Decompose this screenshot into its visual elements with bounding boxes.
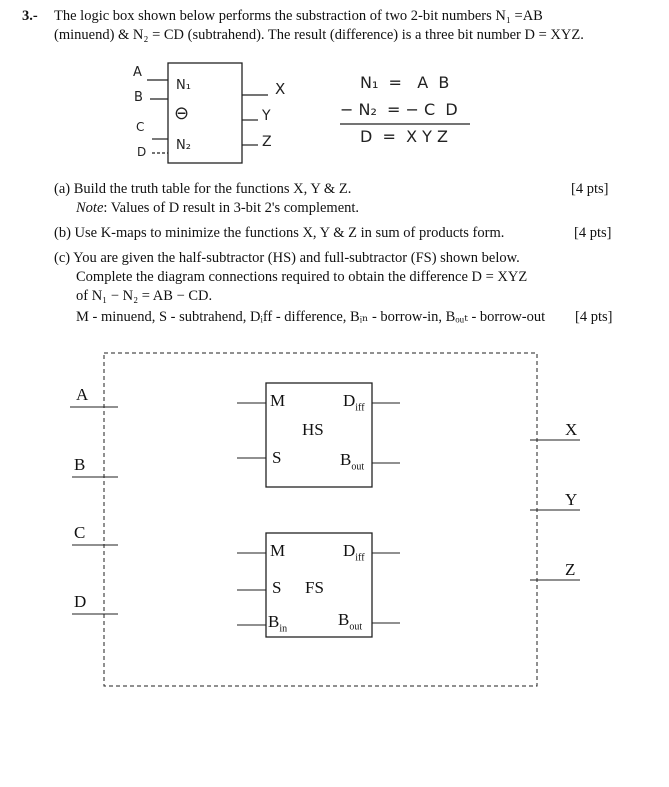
hs-name: HS — [302, 420, 324, 439]
hs-bout-sub: out — [351, 461, 365, 473]
fs-diff-sub: iff — [355, 552, 365, 564]
sketch-output-z: Z — [262, 134, 272, 150]
input-label-c: C — [74, 523, 86, 542]
hs-diff-main: D — [343, 391, 356, 410]
sketch-box-n2: N₂ — [176, 138, 191, 153]
fs-s-label: S — [272, 578, 282, 597]
part-c-line-2: Complete the diagram connections required to obtain the difference D = XYZ — [76, 269, 528, 285]
sketch-input-a: A — [133, 65, 142, 80]
hs-s-label: S — [272, 448, 282, 467]
intro-line-2: (minuend) & N₂ = CD (subtrahend). The result (difference) is a three bit number D = XYZ. — [54, 27, 584, 43]
problem-number: 3.- — [22, 8, 38, 24]
sketch-box-minus-symbol: ⊖ — [174, 103, 190, 124]
part-a-points: [4 pts] — [571, 181, 609, 197]
part-c-points: [4 pts] — [575, 309, 613, 325]
hs-diff-label — [343, 391, 365, 413]
fs-diff-main: D — [343, 541, 356, 560]
note-label: Note — [76, 200, 104, 216]
output-label-z: Z — [565, 560, 576, 579]
part-a-text: (a) Build the truth table for the functions X, Y & Z. — [54, 181, 352, 197]
fs-bin-sub: in — [279, 623, 288, 635]
part-c-line-3: of N₁ − N₂ = AB − CD. — [76, 288, 213, 304]
fs-bout-main: B — [338, 610, 350, 629]
fs-bout-label — [338, 610, 362, 632]
output-label-x: X — [565, 420, 578, 439]
fs-bin-main: B — [268, 612, 280, 631]
input-label-a: A — [76, 385, 89, 404]
sketch-equation-line-1: N₁ = A B — [360, 73, 450, 92]
input-label-d: D — [74, 592, 87, 611]
part-c-line-1: (c) You are given the half-subtractor (HS) and full-subtractor (FS) shown below. — [54, 250, 520, 266]
sketch-input-c: C — [136, 120, 145, 134]
fs-bout-sub: out — [349, 621, 363, 633]
hs-diff-sub: iff — [355, 402, 365, 414]
fs-bin-label — [268, 612, 287, 634]
output-label-y: Y — [565, 490, 578, 509]
part-c-line-4: M - minuend, S - subtrahend, Dᵢff - difference, Bᵢₙ - borrow-in, Bₒᵤₜ - borrow-out — [76, 309, 546, 325]
fs-diff-label — [343, 541, 365, 563]
sketch-input-d: D — [137, 145, 147, 159]
hs-m-label: M — [270, 391, 286, 410]
part-b-points: [4 pts] — [574, 225, 612, 241]
hs-bout-main: B — [340, 450, 352, 469]
fs-m-label: M — [270, 541, 286, 560]
sketch-equation-line-2: − N₂ = − C D — [340, 100, 458, 119]
note-text: : Values of D result in 3-bit 2's complement. — [103, 200, 360, 216]
sketch-output-y: Y — [262, 108, 271, 124]
part-b-text: (b) Use K-maps to minimize the functions X, Y & Z in sum of products form. — [54, 225, 505, 241]
fs-name: FS — [305, 578, 324, 597]
sketch-equation-line-3: D = X Y Z — [360, 127, 448, 146]
hs-bout-label — [340, 450, 364, 472]
sketch-output-x: X — [275, 80, 286, 98]
sketch-box-n1: N₁ — [176, 78, 191, 93]
intro-line-1: The logic box shown below performs the substraction of two 2-bit numbers N₁ =AB — [54, 8, 543, 24]
input-label-b: B — [74, 455, 86, 474]
sketch-input-b: B — [134, 90, 143, 105]
